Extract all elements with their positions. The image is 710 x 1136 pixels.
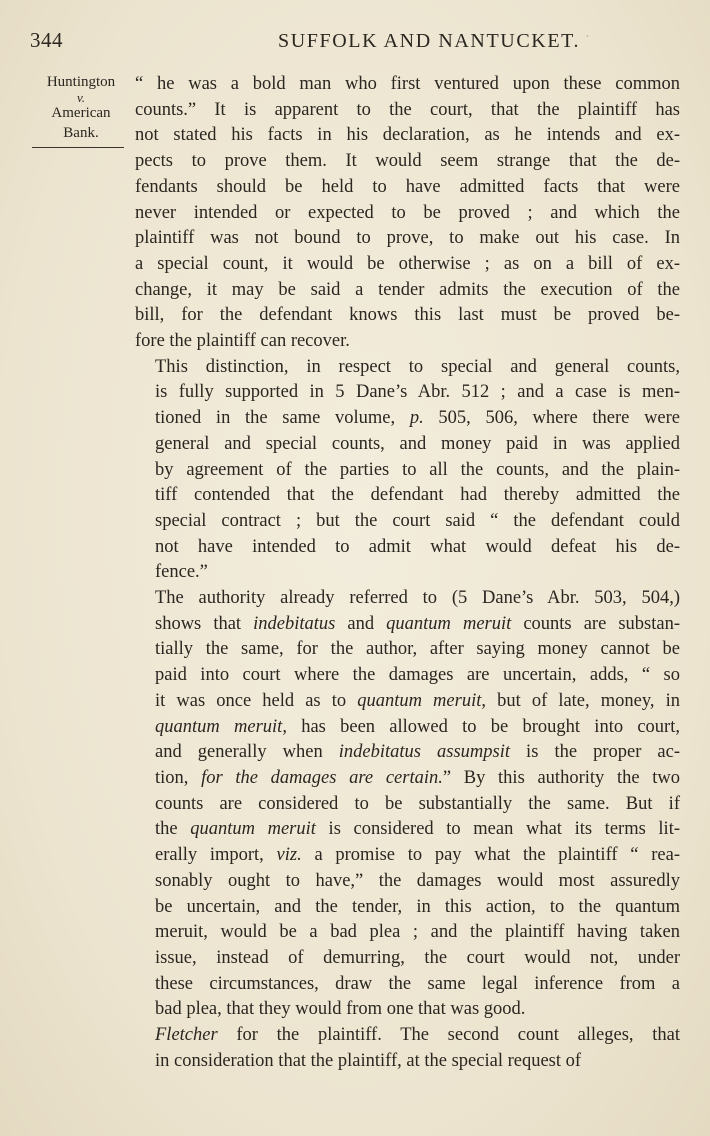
text-line: erally import, viz. a promise to pay what the plaintiff “ rea- bbox=[155, 845, 680, 866]
text-line: tioned in the same volume, p. 505, 506, where there were bbox=[155, 408, 681, 429]
text-line: tially the same, for the author, after saying money cannot be bbox=[155, 639, 680, 660]
paragraph-3 bbox=[135, 586, 680, 1023]
text-line: fore the plaintiff can recover. bbox=[135, 331, 350, 352]
text-line: never intended or expected to be proved ; and which the bbox=[135, 202, 680, 223]
case-margin-note bbox=[32, 72, 130, 143]
text-line: not have intended to admit what would defeat his de- bbox=[155, 536, 680, 557]
text-line: “ he was a bold man who first ventured upon these common bbox=[135, 74, 680, 94]
paragraph-1 bbox=[135, 72, 680, 355]
text-line: a special count, it would be otherwise ; as on a bill of ex- bbox=[135, 253, 680, 274]
paragraph-2 bbox=[135, 355, 680, 586]
text-line: change, it may be said a tender admits the execution of the bbox=[135, 279, 680, 300]
text-line: tiff contended that the defendant had thereby admitted the bbox=[155, 485, 680, 506]
text-line: in consideration that the plaintiff, at the special request of bbox=[155, 1050, 582, 1071]
text-line: bill, for the defendant knows this last must be proved be- bbox=[135, 305, 680, 326]
text-line: issue, instead of demurring, the court would not, under bbox=[155, 947, 680, 968]
text-line: and generally when indebitatus assumpsit is the proper ac- bbox=[155, 742, 681, 763]
text-line: plaintiff was not bound to prove, to make out his case. In bbox=[135, 228, 680, 249]
text-line: The authority already referred to (5 Dane’s Abr. 503, 504,) bbox=[155, 588, 680, 609]
text-line: it was once held as to quantum meruit, but of late, money, in bbox=[155, 690, 681, 711]
text-line: meruit, would be a bad plea ; and the plaintiff having taken bbox=[155, 922, 680, 943]
text-line: tion, for the damages are certain.” By this authority the two bbox=[155, 767, 681, 788]
text-line: bad plea, that they would from one that was good. bbox=[155, 999, 526, 1020]
text-line: not stated his facts in his declaration, as he intends and ex- bbox=[135, 125, 680, 146]
text-line: counts.” It is apparent to the court, that the plaintiff has bbox=[135, 99, 680, 120]
text-line: fence.” bbox=[155, 562, 208, 583]
margin-versus: v. bbox=[76, 90, 86, 105]
text-line: the quantum meruit is considered to mean what its terms lit- bbox=[155, 819, 680, 840]
text-line: counts are considered to be substantially the same. But if bbox=[155, 793, 680, 814]
text-line: is fully supported in 5 Dane’s Abr. 512 ; and a case is men- bbox=[155, 382, 680, 403]
text-line: be uncertain, and the tender, in this action, to the quantum bbox=[155, 896, 680, 917]
text-line: general and special counts, and money paid in was applied bbox=[155, 433, 680, 454]
text-line: fendants should be held to have admitted facts that were bbox=[135, 176, 680, 197]
text-line: sonably ought to have,” the damages would most assuredly bbox=[155, 870, 680, 891]
margin-party-defendant-line1: American bbox=[51, 105, 111, 121]
text-line: quantum meruit, has been allowed to be brought into court, bbox=[155, 716, 680, 737]
body-text bbox=[135, 72, 680, 1074]
text-line: This distinction, in respect to special and general counts, bbox=[155, 356, 680, 377]
text-line: these circumstances, draw the same legal inference from a bbox=[155, 973, 680, 994]
text-line: by agreement of the parties to all the counts, and the plain- bbox=[155, 459, 680, 480]
text-line: pects to prove them. It would seem strange that the de- bbox=[135, 151, 680, 172]
page-speck: · bbox=[585, 30, 590, 45]
margin-divider bbox=[32, 147, 124, 148]
page-number: 344 bbox=[30, 28, 63, 52]
text-line: shows that indebitatus and quantum meruit counts are substan- bbox=[155, 613, 680, 634]
page-header bbox=[30, 28, 680, 58]
text-line: special contract ; but the court said “ the defendant could bbox=[155, 510, 680, 531]
text-line: paid into court where the damages are uncertain, adds, “ so bbox=[155, 665, 680, 686]
running-title: SUFFOLK AND NANTUCKET. bbox=[278, 30, 581, 52]
paragraph-4 bbox=[135, 1023, 680, 1074]
margin-party-plaintiff: Huntington bbox=[46, 74, 116, 90]
margin-party-defendant-line2: Bank. bbox=[63, 125, 99, 141]
text-line: Fletcher for the plaintiff. The second count alleges, that bbox=[155, 1025, 680, 1046]
